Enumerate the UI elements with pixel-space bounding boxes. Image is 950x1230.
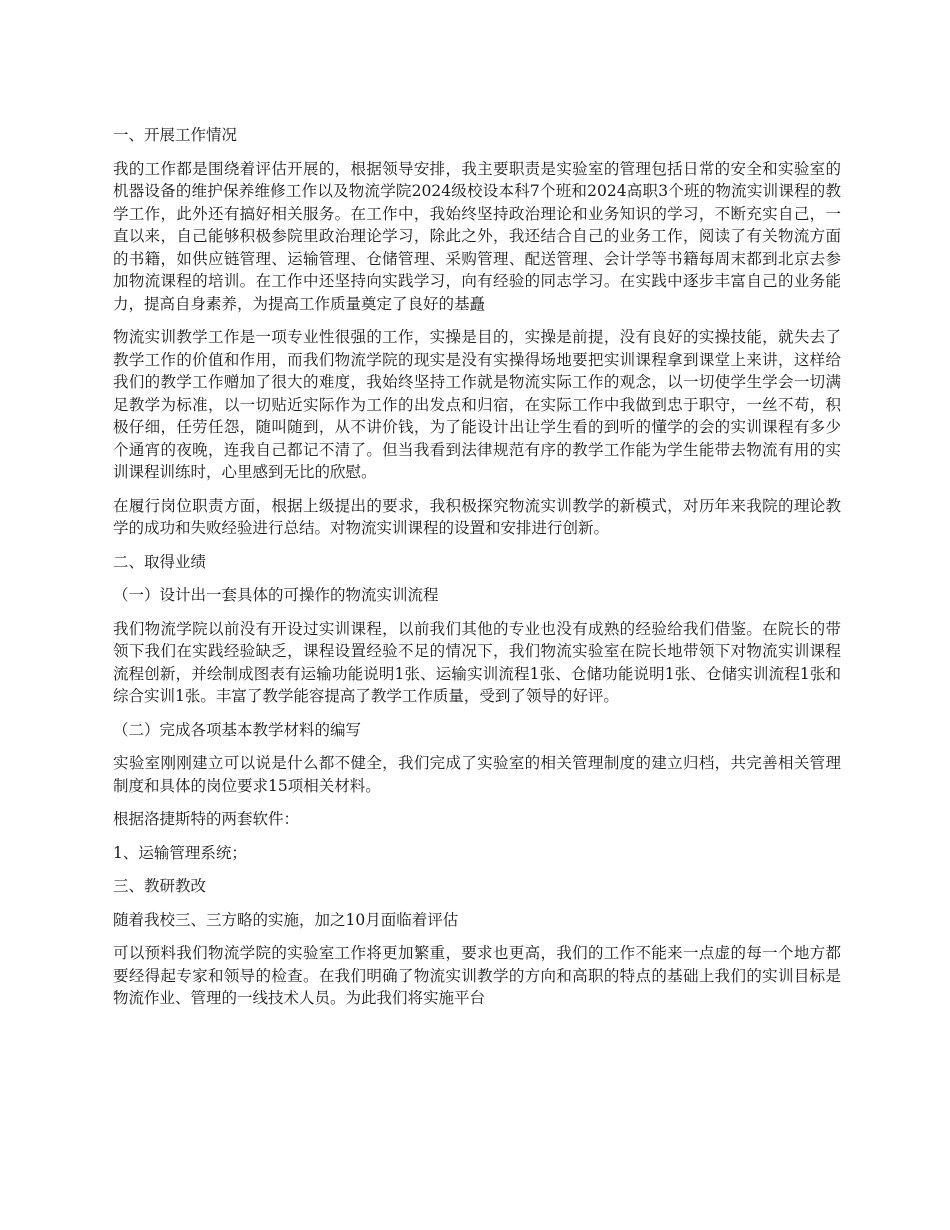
list-item-transport-system: 1、运输管理系统；: [113, 843, 247, 862]
paragraph-training-process: 我们物流学院以前没有开设过实训课程，以前我们其他的专业也没有成熟的经验给我们借鉴。在院长的带领下我们在实践经验缺乏，课程设置经验不足的情况下，我们物流实验室在院长地带领下对物流实训课程流程创新，并绘制成图表有运输功能说明1张、运输实训流程1张、仓储功能说明1张、仓储实训流程1张和综合实训1张。丰富了教学能容提高了教学工作质量，受到了领导的好评。: [113, 619, 841, 705]
section-heading-teaching-research: 三、教研教改: [113, 877, 207, 895]
paragraph-outlook: 可以预料我们物流学院的实验室工作将更加繁重，要求也更高，我们的工作不能来一点虚的每一个地方都要经得起专家和领导的检查。在我们明确了物流实训教学的方向和高职的特点的基础上我们的实训目标是物流作业、管理的一线技术人员。为此我们将实施平台: [113, 944, 841, 1007]
paragraph-duties: 我的工作都是围绕着评估开展的，根据领导安排，我主要职责是实验室的管理包括日常的安全和实验室的机器设备的维护保养维修工作以及物流学院2024级校设本科7个班和2024高职3个班的物流实训课程的教学工作，此外还有搞好相关服务。在工作中，我始终坚持政治理论和业务知识的学习，不断充实自己，一直以来，自己能够积极参院里政治理论学习，除此之外，我还结合自己的业务工作，阅读了有关物流方面的书籍，如供应链管理、运输管理、仓储管理、采购管理、配送管理、会计学等书籍每周末都到北京去参加物流课程的培训。在工作中还坚持向实践学习，向有经验的同志学习。在实践中逐步丰富自己的业务能力，提高自身素养，为提高工作质量奠定了良好的基矗: [113, 159, 841, 313]
section-heading-work-overview: 一、开展工作情况: [113, 126, 238, 144]
subheading-teaching-materials: （二）完成各项基本教学材料的编写: [113, 720, 362, 739]
paragraph-responsibilities: 在履行岗位职责方面，根据上级提出的要求，我积极探究物流实训教学的新模式，对历年来我院的理论教学的成功和失败经验进行总结。对物流实训课程的设置和安排进行创新。: [113, 496, 841, 537]
document-body: [113, 124, 841, 1021]
subheading-training-process: （一）设计出一套具体的可操作的物流实训流程: [113, 586, 439, 604]
paragraph-software-intro: 根据洛捷斯特的两套软件：: [113, 810, 300, 828]
paragraph-strategy: 随着我校三、三方略的实施，加之10月面临着评估: [113, 910, 459, 929]
paragraph-training-teaching: 物流实训教学工作是一项专业性很强的工作，实操是目的，实操是前提，没有良好的实操技能，就失去了教学工作的价值和作用，而我们物流学院的现实是没有实操得场地要把实训课程拿到课堂上来讲，这样给我们的教学工作赠加了很大的难度，我始终坚持工作就是物流实际工作的观念，以一切使学生学会一切满足教学为标准，以一切贴近实际作为工作的出发点和归宿，在实际工作中我做到忠于职守，一丝不苟，积极仔细，任劳任怨，随叫随到，从不讲价钱，为了能设计出让学生看的到听的懂学的会的实训课程有多少个通宵的夜晚，连我自己都记不清了。但当我看到法律规范有序的教学工作能为学生能带去物流有用的实训课程训练时，心里感到无比的欣慰。: [113, 328, 841, 481]
paragraph-lab-management: 实验室刚刚建立可以说是什么都不健全，我们完成了实验室的相关管理制度的建立归档，共完善相关管理制度和具体的岗位要求15项相关材料。: [113, 754, 841, 795]
section-heading-achievements: 二、取得业绩: [113, 552, 207, 571]
